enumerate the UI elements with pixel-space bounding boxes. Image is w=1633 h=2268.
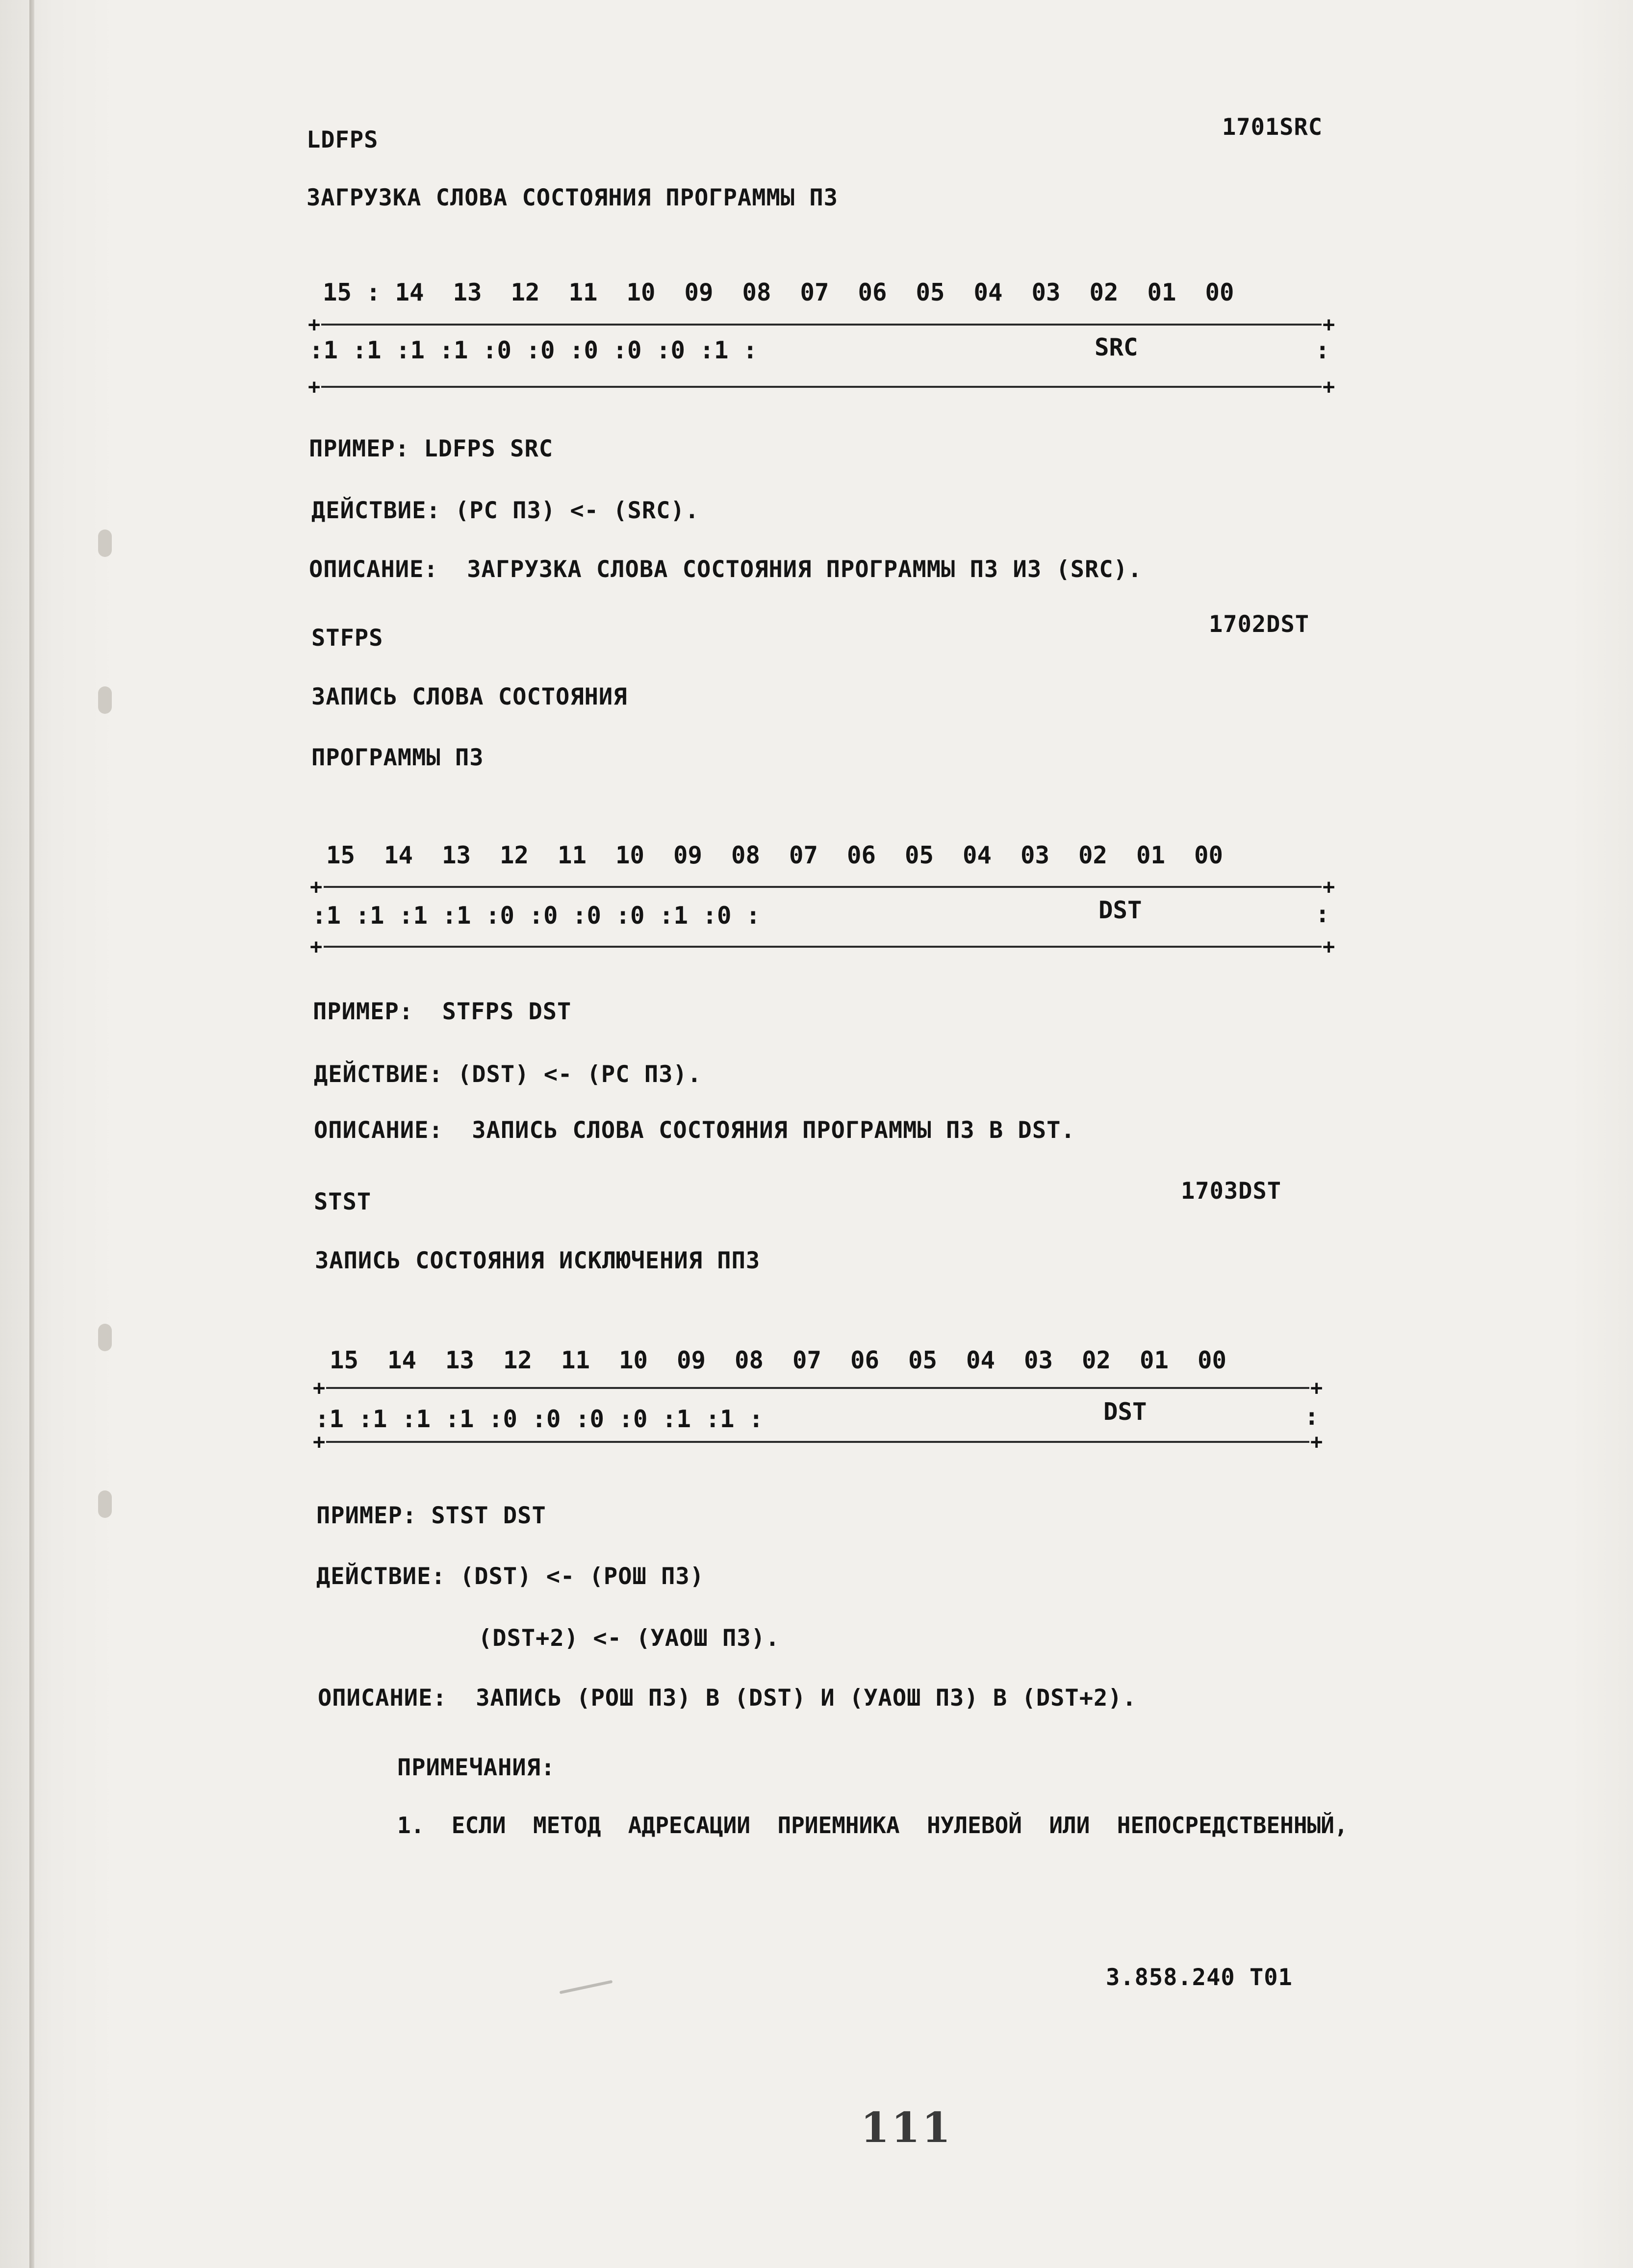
instruction-title: ЗАПИСЬ СОСТОЯНИЯ ИСКЛЮЧЕНИЯ ППЗ [315,1247,761,1274]
action-line: ДЕЙСТВИЕ: (РС ПЗ) <- (SRC). [311,497,700,524]
table-rule [321,386,1322,388]
table-corner: + [313,1430,326,1454]
page-edge [29,0,34,2268]
example-line: ПРИМЕР: LDFPS SRC [309,435,554,462]
description-line: ОПИСАНИЕ: ЗАПИСЬ (РОШ ПЗ) В (DST) И (УАОШ ПЗ) В (DST+2). [318,1685,1137,1712]
bit-number-row: 15 14 13 12 11 10 09 08 07 06 05 04 03 02 01 00 [326,841,1224,869]
field-label: DST [1098,896,1142,924]
table-corner: + [310,875,323,899]
table-corner: + [310,934,323,958]
table-rule [324,886,1322,888]
binding-hole [98,1324,112,1351]
table-corner: + [1323,934,1335,958]
instruction-code: 1701SRC [1222,114,1323,141]
action-line-continued: (DST+2) <- (УАОШ ПЗ). [478,1625,780,1652]
document-number: 3.858.240 Т01 [1106,1964,1293,1991]
table-corner: + [308,375,321,399]
notes-heading: ПРИМЕЧАНИЯ: [397,1754,556,1781]
bit-fields: :1 :1 :1 :1 :0 :0 :0 :0 :1 :1 : [315,1405,764,1433]
bit-fields: :1 :1 :1 :1 :0 :0 :0 :0 :0 :1 : [309,336,758,364]
pen-mark [560,1980,613,1994]
table-corner: + [1323,875,1335,899]
description-line: ОПИСАНИЕ: ЗАГРУЗКА СЛОВА СОСТОЯНИЯ ПРОГРАММЫ ПЗ ИЗ (SRC). [309,556,1143,583]
table-corner: + [1323,312,1335,336]
action-line: ДЕЙСТВИЕ: (DST) <- (РС ПЗ). [314,1061,702,1088]
instruction-mnemonic: STST [314,1188,372,1215]
table-rule [326,1387,1309,1389]
bit-number-row: 15 : 14 13 12 11 10 09 08 07 06 05 04 03 02 01 00 [323,278,1234,306]
table-border: : [1315,336,1330,364]
binding-hole [98,1490,112,1518]
example-line: ПРИМЕР: STFPS DST [313,998,572,1025]
instruction-mnemonic: LDFPS [306,126,379,153]
field-label: SRC [1095,333,1138,361]
table-corner: + [1310,1376,1323,1400]
table-rule [321,324,1322,326]
table-border: : [1304,1403,1319,1431]
binding-hole [98,686,112,714]
instruction-title: ЗАПИСЬ СЛОВА СОСТОЯНИЯ [311,683,628,710]
example-line: ПРИМЕР: STST DST [316,1502,546,1529]
instruction-code: 1703DST [1181,1178,1282,1205]
page-number: 111 [861,2103,953,2152]
note-item-1: 1. ЕСЛИ МЕТОД АДРЕСАЦИИ ПРИЕМНИКА НУЛЕВОЙ ИЛИ НЕПОСРЕДСТВЕННЫЙ, [397,1812,1348,1839]
table-rule [326,1441,1309,1443]
table-corner: + [1310,1430,1323,1454]
bit-number-row: 15 14 13 12 11 10 09 08 07 06 05 04 03 02 01 00 [330,1346,1227,1374]
binding-hole [98,529,112,557]
table-corner: + [308,312,321,336]
description-line: ОПИСАНИЕ: ЗАПИСЬ СЛОВА СОСТОЯНИЯ ПРОГРАММЫ ПЗ В DST. [314,1117,1075,1144]
table-corner: + [1323,375,1335,399]
instruction-title: ЗАГРУЗКА СЛОВА СОСТОЯНИЯ ПРОГРАММЫ ПЗ [306,184,838,211]
instruction-title-line-2: ПРОГРАММЫ ПЗ [311,744,484,771]
table-border: : [1315,900,1330,928]
instruction-code: 1702DST [1209,611,1310,638]
instruction-mnemonic: STFPS [311,625,383,652]
bit-fields: :1 :1 :1 :1 :0 :0 :0 :0 :1 :0 : [312,902,761,930]
action-line: ДЕЙСТВИЕ: (DST) <- (РОШ ПЗ) [316,1563,705,1590]
field-label: DST [1103,1398,1147,1426]
table-corner: + [313,1376,326,1400]
table-rule [324,946,1322,948]
